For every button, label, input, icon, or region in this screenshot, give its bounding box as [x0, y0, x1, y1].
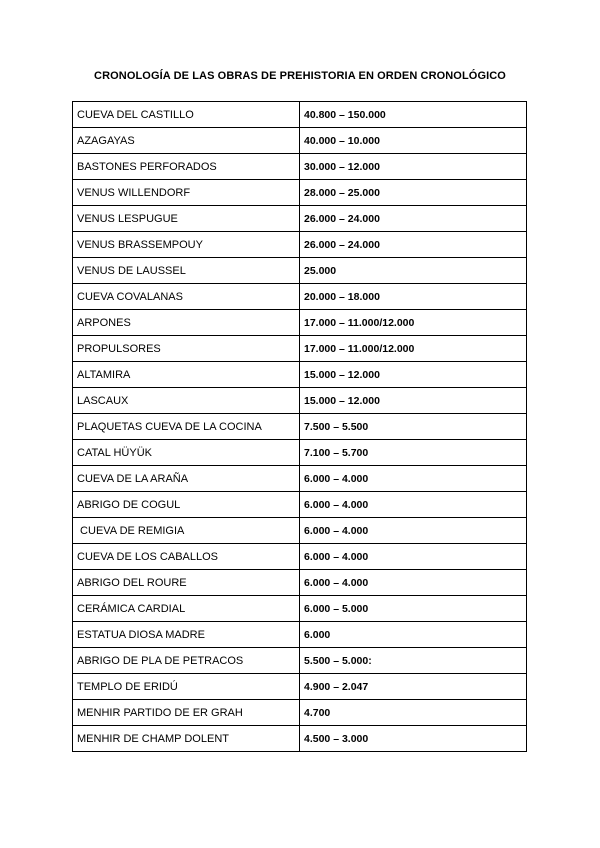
date-range-cell: 17.000 – 11.000/12.000 [300, 336, 527, 362]
work-name-cell: LASCAUX [73, 388, 300, 414]
work-name-cell: MENHIR DE CHAMP DOLENT [73, 726, 300, 752]
date-range-cell: 6.000 – 4.000 [300, 466, 527, 492]
chronology-table [72, 101, 527, 752]
table-row [73, 102, 527, 128]
table-row [73, 180, 527, 206]
work-name-cell: ABRIGO DEL ROURE [73, 570, 300, 596]
date-range-cell: 6.000 – 4.000 [300, 518, 527, 544]
date-range-cell: 25.000 [300, 258, 527, 284]
work-name-cell: VENUS WILLENDORF [73, 180, 300, 206]
date-range-cell: 4.900 – 2.047 [300, 674, 527, 700]
table-row [73, 518, 527, 544]
work-name-cell: BASTONES PERFORADOS [73, 154, 300, 180]
table-row [73, 674, 527, 700]
table-row [73, 414, 527, 440]
table-row [73, 622, 527, 648]
work-name-cell: PROPULSORES [73, 336, 300, 362]
date-range-cell: 17.000 – 11.000/12.000 [300, 310, 527, 336]
date-range-cell: 6.000 – 4.000 [300, 570, 527, 596]
table-row [73, 492, 527, 518]
work-name-cell: CUEVA DEL CASTILLO [73, 102, 300, 128]
table-row [73, 596, 527, 622]
table-row [73, 258, 527, 284]
table-row [73, 310, 527, 336]
table-row [73, 648, 527, 674]
date-range-cell: 7.500 – 5.500 [300, 414, 527, 440]
date-range-cell: 6.000 [300, 622, 527, 648]
work-name-cell: PLAQUETAS CUEVA DE LA COCINA [73, 414, 300, 440]
table-row [73, 570, 527, 596]
date-range-cell: 20.000 – 18.000 [300, 284, 527, 310]
work-name-cell: CUEVA COVALANAS [73, 284, 300, 310]
date-range-cell: 5.500 – 5.000: [300, 648, 527, 674]
table-row [73, 466, 527, 492]
chronology-table-body [73, 102, 527, 752]
table-row [73, 440, 527, 466]
work-name-cell: ARPONES [73, 310, 300, 336]
work-name-cell: ALTAMIRA [73, 362, 300, 388]
page-title: CRONOLOGÍA DE LAS OBRAS DE PREHISTORIA EN ORDEN CRONOLÓGICO [94, 70, 506, 82]
date-range-cell: 26.000 – 24.000 [300, 206, 527, 232]
table-row [73, 284, 527, 310]
work-name-cell: MENHIR PARTIDO DE ER GRAH [73, 700, 300, 726]
work-name-cell: ESTATUA DIOSA MADRE [73, 622, 300, 648]
work-name-cell: VENUS BRASSEMPOUY [73, 232, 300, 258]
work-name-cell: ABRIGO DE COGUL [73, 492, 300, 518]
date-range-cell: 15.000 – 12.000 [300, 362, 527, 388]
work-name-cell: ABRIGO DE PLA DE PETRACOS [73, 648, 300, 674]
date-range-cell: 4.500 – 3.000 [300, 726, 527, 752]
work-name-cell: CERÁMICA CARDIAL [73, 596, 300, 622]
date-range-cell: 7.100 – 5.700 [300, 440, 527, 466]
table-row [73, 388, 527, 414]
table-row [73, 206, 527, 232]
work-name-cell: TEMPLO DE ERIDÚ [73, 674, 300, 700]
work-name-cell: VENUS LESPUGUE [73, 206, 300, 232]
work-name-cell: VENUS DE LAUSSEL [73, 258, 300, 284]
table-row [73, 700, 527, 726]
date-range-cell: 4.700 [300, 700, 527, 726]
table-row [73, 232, 527, 258]
date-range-cell: 15.000 – 12.000 [300, 388, 527, 414]
date-range-cell: 28.000 – 25.000 [300, 180, 527, 206]
date-range-cell: 40.800 – 150.000 [300, 102, 527, 128]
work-name-cell: CATAL HÜYÜK [73, 440, 300, 466]
date-range-cell: 40.000 – 10.000 [300, 128, 527, 154]
date-range-cell: 6.000 – 4.000 [300, 492, 527, 518]
date-range-cell: 6.000 – 5.000 [300, 596, 527, 622]
date-range-cell: 26.000 – 24.000 [300, 232, 527, 258]
table-row [73, 726, 527, 752]
work-name-cell: AZAGAYAS [73, 128, 300, 154]
table-row [73, 128, 527, 154]
table-row [73, 544, 527, 570]
date-range-cell: 30.000 – 12.000 [300, 154, 527, 180]
work-name-cell: CUEVA DE LA ARAÑA [73, 466, 300, 492]
work-name-cell: CUEVA DE LOS CABALLOS [73, 544, 300, 570]
date-range-cell: 6.000 – 4.000 [300, 544, 527, 570]
table-row [73, 362, 527, 388]
table-row [73, 154, 527, 180]
table-row [73, 336, 527, 362]
work-name-cell: CUEVA DE REMIGIA [73, 518, 300, 544]
